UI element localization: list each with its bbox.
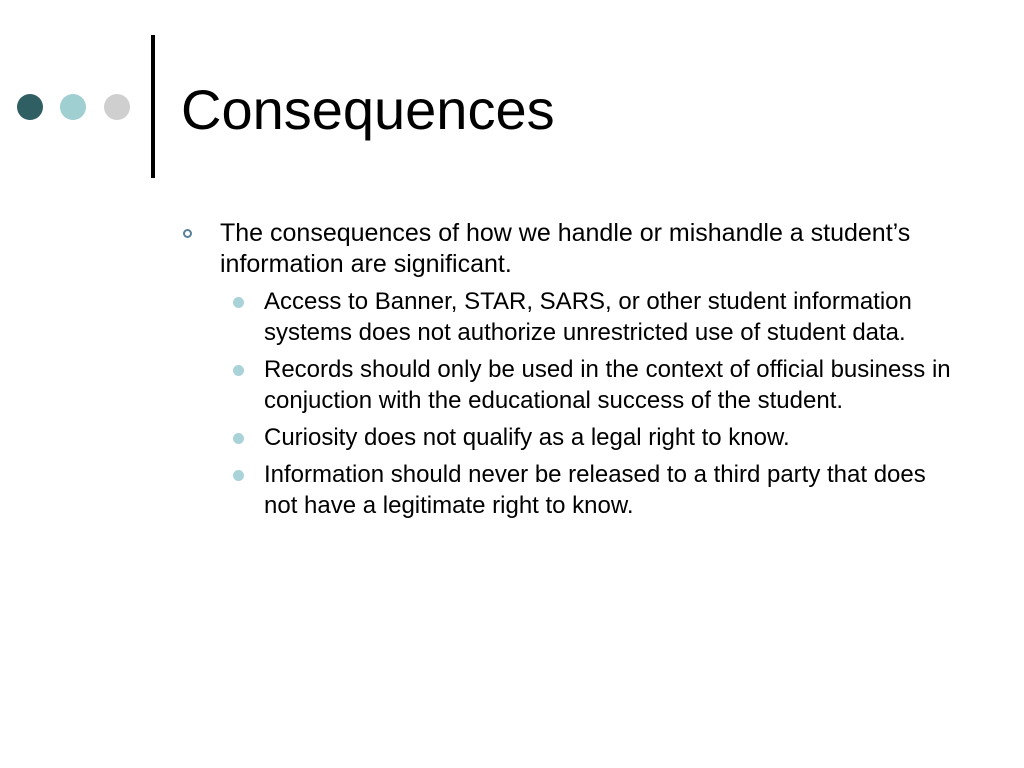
- sub-bullet-item: [264, 354, 970, 416]
- dot-bullet-icon: [233, 365, 244, 376]
- title-divider: [151, 35, 155, 178]
- sub-bullet-item: [264, 286, 970, 348]
- slide-body: [180, 218, 970, 527]
- ring-bullet-icon: [183, 229, 192, 238]
- main-bullet-text: The consequences of how we handle or mishandle a student’s information are significant.: [220, 219, 911, 278]
- decorative-dot-dark: [17, 94, 43, 120]
- sub-bullet-text: Access to Banner, STAR, SARS, or other student information systems does not authorize unrestricted use of student data.: [264, 288, 912, 346]
- dot-bullet-icon: [233, 297, 244, 308]
- dot-bullet-icon: [233, 470, 244, 481]
- sub-bullet-item: [264, 422, 970, 453]
- sub-bullet-text: Information should never be released to a third party that does not have a legitimate right to know.: [264, 461, 926, 519]
- sub-bullet-text: Curiosity does not qualify as a legal right to know.: [264, 424, 790, 451]
- sub-bullet-text: Records should only be used in the context of official business in conjuction with the educational success of the student.: [264, 356, 951, 414]
- main-bullet-point: [180, 218, 970, 280]
- sub-bullet-item: [264, 459, 970, 521]
- decorative-dot-gray: [104, 94, 130, 120]
- sub-bullet-list: [180, 286, 970, 521]
- decorative-dot-teal: [60, 94, 86, 120]
- slide-title: Consequences: [181, 78, 555, 141]
- dot-bullet-icon: [233, 433, 244, 444]
